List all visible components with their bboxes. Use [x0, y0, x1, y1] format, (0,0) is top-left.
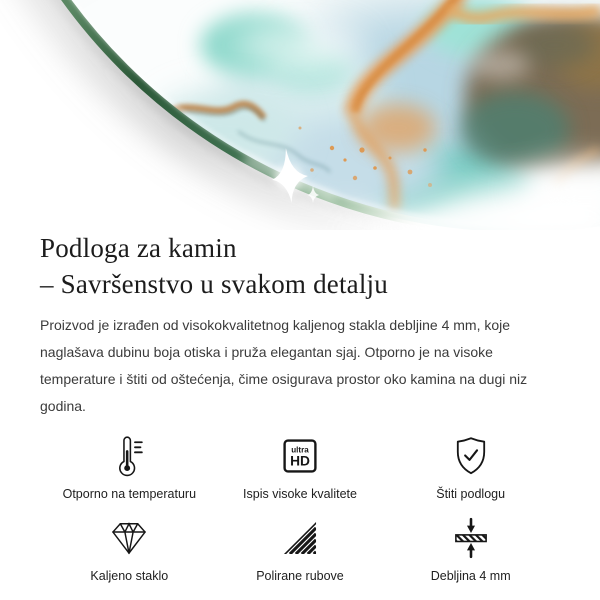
ultra-text: ultra: [291, 445, 309, 455]
feature-tempered-glass: [44, 516, 215, 584]
polished-edges-icon: [278, 516, 322, 560]
feature-heat-resistant: [44, 434, 215, 502]
title-line-2: – Savršenstvo u svakom detalju: [40, 269, 388, 299]
product-image[interactable]: [0, 0, 600, 230]
feature-label: Polirane rubove: [256, 569, 344, 583]
feature-label: Kaljeno staklo: [90, 569, 169, 583]
feature-label: Ispis visoke kvalitete: [243, 487, 357, 501]
page-title: [40, 230, 560, 302]
feature-protects-floor: [385, 434, 556, 502]
features-grid: [40, 434, 560, 584]
feature-label: Debljina 4 mm: [430, 569, 511, 583]
hd-text: HD: [290, 453, 310, 469]
product-description: Proizvod je izrađen od visokokvalitetnog kaljenog stakla debljine 4 mm, koje naglašava dubinu boja otiska i pruža elegantan sjaj. Otporno je na visoke temperature i štiti od oštećenja, čime osigurava prostor oko kamina na dugi niz godina.: [40, 317, 528, 414]
feature-thickness: [385, 516, 556, 584]
feature-label: Otporno na temperaturu: [62, 487, 197, 501]
ultra-hd-icon: [278, 434, 322, 478]
product-info-section: [0, 230, 600, 584]
product-image-svg: [0, 0, 600, 230]
icon-wrap: [449, 516, 493, 560]
diamond-icon: [107, 516, 151, 560]
shield-check-icon: [449, 434, 493, 478]
thickness-icon: [449, 516, 493, 560]
feature-print-quality: [215, 434, 386, 502]
feature-polished-edges: [215, 516, 386, 584]
icon-wrap: [107, 434, 151, 478]
icon-wrap: [278, 434, 322, 478]
feature-label: Štiti podlogu: [436, 487, 506, 501]
icon-wrap: [449, 434, 493, 478]
icon-wrap: [107, 516, 151, 560]
title-line-1: Podloga za kamin: [40, 233, 237, 263]
icon-wrap: [278, 516, 322, 560]
thermometer-icon: [107, 434, 151, 478]
